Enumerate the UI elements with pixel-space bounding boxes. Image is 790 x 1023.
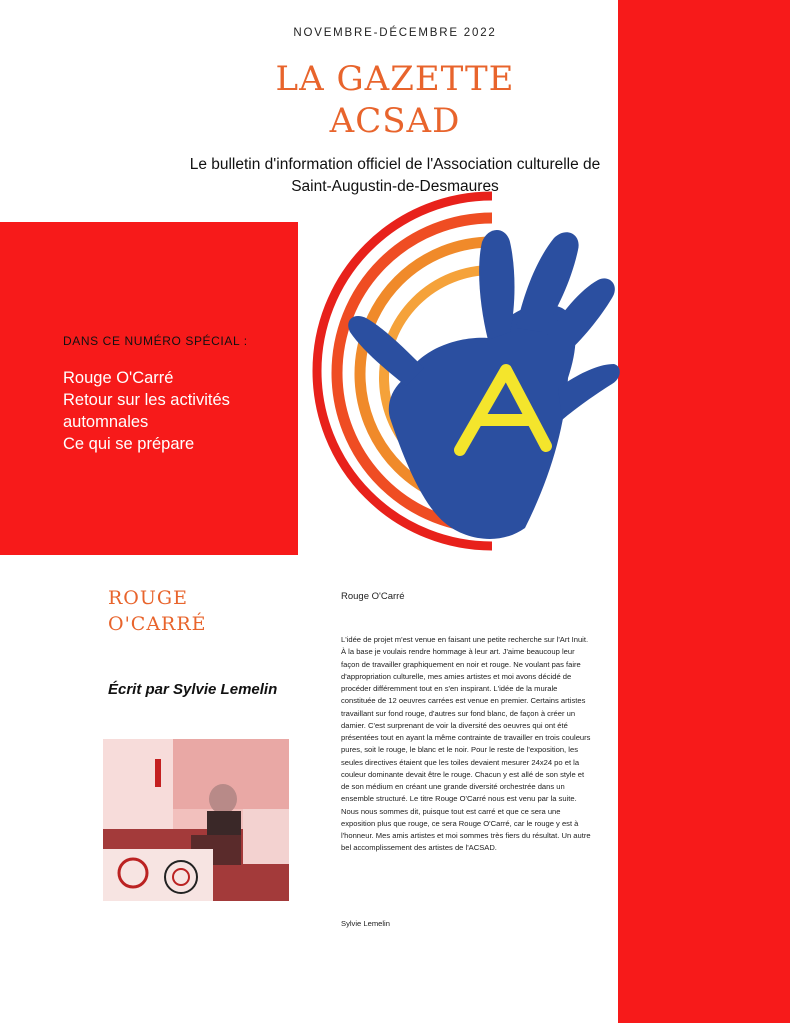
article-title [108, 585, 207, 637]
issue-list [63, 367, 288, 455]
article-title-line-2: O'CARRÉ [108, 613, 207, 635]
right-red-band [618, 0, 790, 1023]
article-author: Écrit par Sylvie Lemelin [108, 681, 278, 698]
article-signature: Sylvie Lemelin [341, 919, 390, 928]
issue-date: NOVEMBRE-DÉCEMBRE 2022 [293, 27, 497, 39]
subtitle-line-2: Saint-Augustin-de-Desmaures [291, 178, 499, 195]
article-heading: Rouge O'Carré [341, 591, 405, 602]
newsletter-title [190, 58, 600, 142]
logo-letter: A [210, 115, 221, 132]
exhibition-photo [103, 739, 289, 901]
title-line-1: LA GAZETTE [275, 59, 515, 99]
issue-item: Retour sur les activités automnales [63, 391, 230, 431]
issue-item: Rouge O'Carré [63, 369, 174, 387]
subtitle-line-1: Le bulletin d'information officiel de l'Association culturelle de [189, 156, 601, 173]
issue-item: Ce qui se prépare [63, 435, 195, 453]
title-line-2: ACSAD [329, 101, 461, 141]
issue-label: DANS CE NUMÉRO SPÉCIAL : [63, 334, 248, 348]
article-title-line-1: ROUGE [108, 587, 188, 609]
article-body: L'idée de projet m'est venue en faisant une petite recherche sur l'Art Inuit. À la base je voulais rendre hommage à leur art. J'aime beaucoup leur façon de travailler graphiquement en noir et rouge. Ne voulant pas faire d'appropriation culturelle, mes amies artistes et moi avons décidé de procéder différemment tout en s'en inspirant. L'idée de la murale constituée de 12 oeuvres carrées est venue en premier. Certains artistes travaillant sur fond rouge, d'autres sur fond blanc, de façon à créer un damier. C'est surprenant de voir la diversité des oeuvres qui ont été présentées tout en ayant la même contrainte de travailler en trois couleurs pures, soit le rouge, le blanc et le noir. Pour le reste de l'exposition, les seules directives étaient que les toiles devaient mesurer 24x24 po et la couleur dominante devait être le rouge. Chacun y est allé de son style et de son médium en créant une grande diversité orchestrée dans un ensemble structuré. Le titre Rouge O'Carré nous est venu par la suite. Nous nous sommes dit, puisque tout est carré et que ce sera une exposition plus que rouge, ce sera Rouge O'Carré, car le rouge y est à l'honneur. Mes amis artistes et moi sommes très fiers du résultat. Un autre bel accomplissement des artistes de l'ACSAD. [341, 635, 591, 853]
newsletter-subtitle [160, 154, 630, 198]
